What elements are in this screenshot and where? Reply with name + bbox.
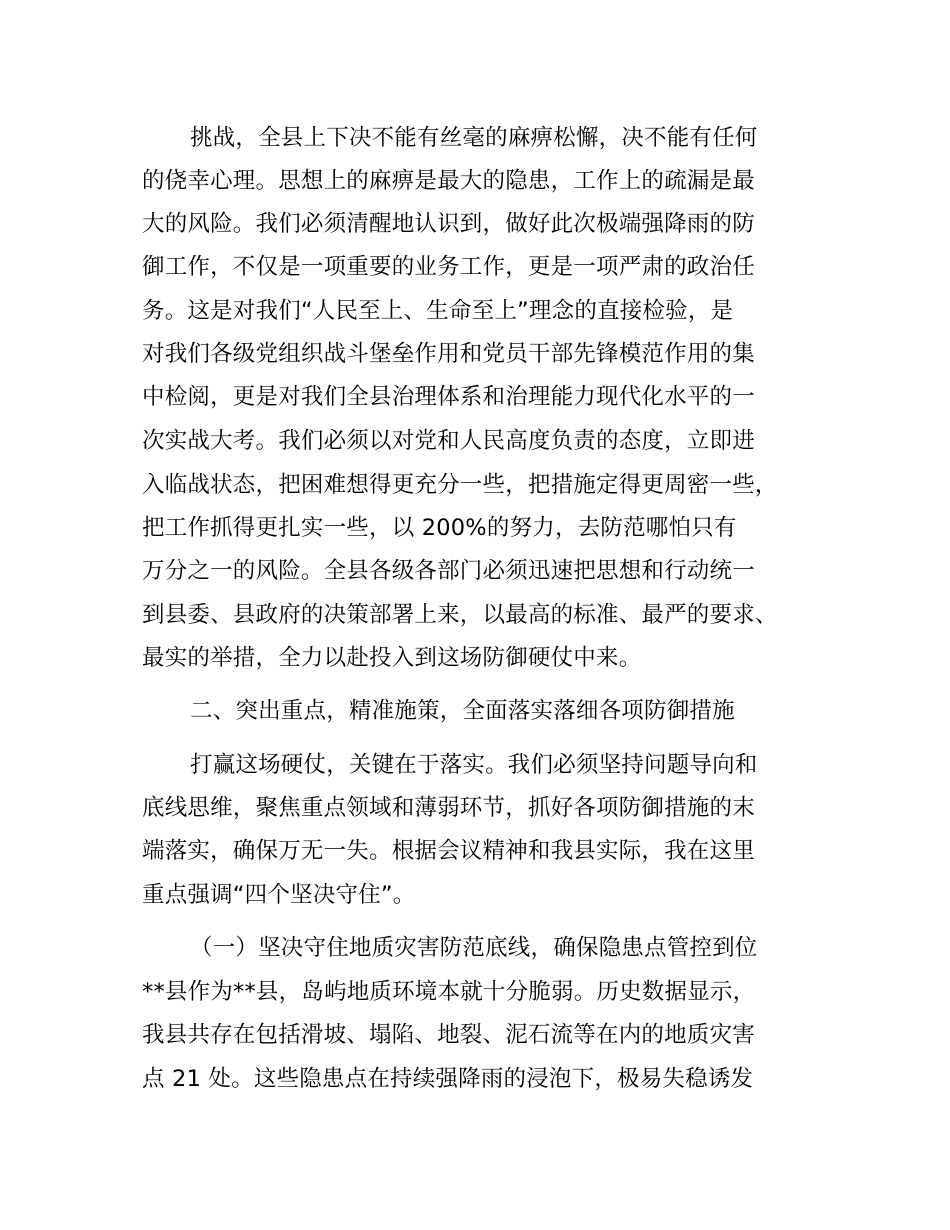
paragraph-line: 入临战状态，把困难想得更充分一些，把措施定得更周密一些， xyxy=(142,472,778,498)
paragraph-line: 务。这是对我们“人民至上、生命至上”理念的直接检验，是 xyxy=(142,298,734,324)
paragraph-line: 对我们各级党组织战斗堡垒作用和党员干部先锋模范作用的集 xyxy=(142,341,755,367)
paragraph-line: 我县共存在包括滑坡、塌陷、地裂、泥石流等在内的地质灾害 xyxy=(142,1022,755,1048)
paragraph-line: 挑战，全县上下决不能有丝毫的麻痹松懈，决不能有任何 xyxy=(190,125,758,151)
paragraph-line: 端落实，确保万无一失。根据会议精神和我县实际，我在这里 xyxy=(142,838,755,864)
paragraph-line: **县作为**县，岛屿地质环境本就十分脆弱。历史数据显示， xyxy=(142,979,756,1005)
paragraph-line: 大的风险。我们必须清醒地认识到，做好此次极端强降雨的防 xyxy=(142,211,755,237)
paragraph-line: 次实战大考。我们必须以对党和人民高度负责的态度，立即进 xyxy=(142,428,755,454)
paragraph-line: 的侥幸心理。思想上的麻痹是最大的隐患，工作上的疏漏是最 xyxy=(142,168,755,194)
section-heading: 二、突出重点，精准施策，全面落实落细各项防御措施 xyxy=(190,698,735,724)
paragraph-line: 把工作抓得更扎实一些，以 200%的努力，去防范哪怕只有 xyxy=(142,515,737,541)
subsection-heading: （一）坚决守住地质灾害防范底线，确保隐患点管控到位 xyxy=(190,935,758,961)
paragraph-line: 底线思维，聚焦重点领域和薄弱环节，抓好各项防御措施的末 xyxy=(142,795,755,821)
paragraph-line: 御工作，不仅是一项重要的业务工作，更是一项严肃的政治任 xyxy=(142,254,755,280)
paragraph-line: 最实的举措，全力以赴投入到这场防御硬仗中来。 xyxy=(142,645,642,671)
paragraph-line: 万分之一的风险。全县各级各部门必须迅速把思想和行动统一 xyxy=(142,558,755,584)
paragraph-line: 中检阅，更是对我们全县治理体系和治理能力现代化水平的一 xyxy=(142,384,755,410)
paragraph-line: 到县委、县政府的决策部署上来，以最高的标准、最严的要求、 xyxy=(142,602,778,628)
paragraph-line: 点 21 处。这些隐患点在持续强降雨的浸泡下，极易失稳诱发 xyxy=(142,1066,754,1092)
paragraph-line: 打赢这场硬仗，关键在于落实。我们必须坚持问题导向和 xyxy=(190,752,758,778)
paragraph-line: 重点强调“四个坚决守住”。 xyxy=(142,882,416,908)
